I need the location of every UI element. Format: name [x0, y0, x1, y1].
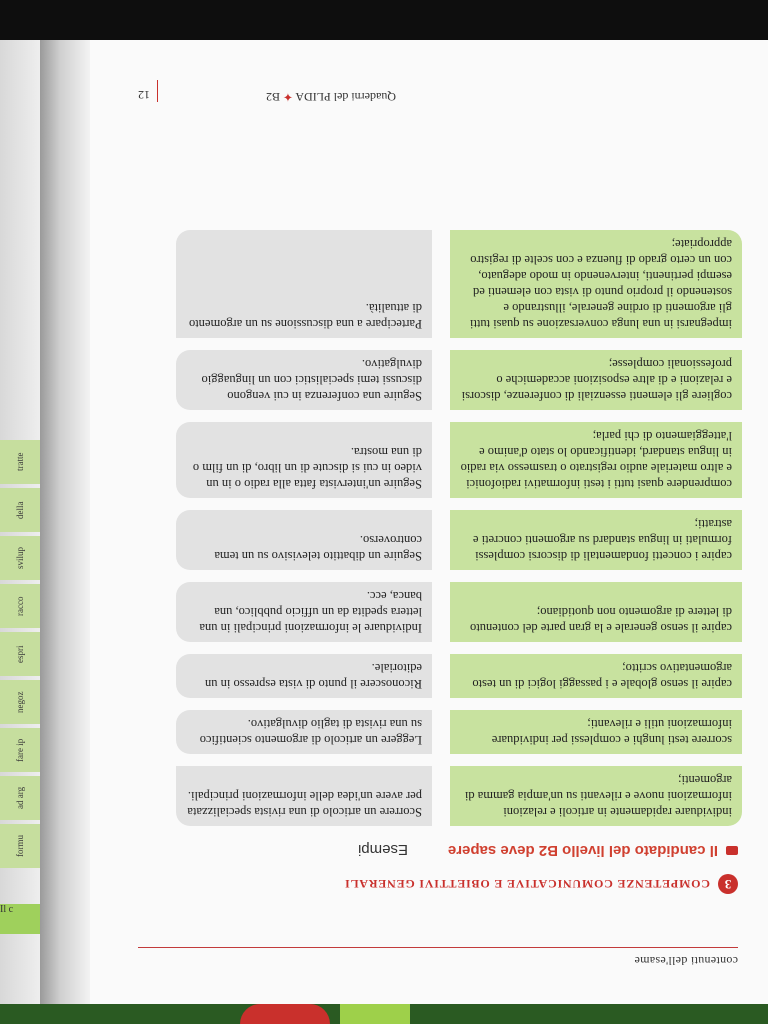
facing-page-tab [0, 488, 40, 532]
scan-bottom-border [0, 1004, 768, 1024]
goal-cell: capire il senso globale e i passaggi logici di un testo argomentativo scritto; [450, 654, 742, 698]
section-title: COMPETENZE COMUNICATIVE E OBIETTIVI GENERALI [344, 877, 710, 892]
bullet-square-icon [726, 846, 738, 855]
scan-top-border [0, 0, 768, 40]
book-gutter [40, 40, 90, 1004]
goal-cell: comprendere quasi tutti i testi informativi radiofonici e altro materiale audio registrato o trasmesso via radio in lingua standard, identificando lo stato d'animo e l'atteggiamento di chi parla; [450, 422, 742, 498]
cover-red-shape [240, 1004, 330, 1024]
table-row [176, 230, 742, 338]
example-cell: Partecipare a una discussione su un argomento di attualità. [176, 230, 432, 338]
example-cell: Individuare le informazioni principali in una lettera spedita da un ufficio pubblico, una banca, ecc. [176, 582, 432, 642]
footer-rule [157, 80, 158, 102]
goal-cell: capire il senso generale e la gran parte del contenuto di lettere di argomento non quotidiano; [450, 582, 742, 642]
facing-page-tab [0, 728, 40, 772]
facing-page-tab [0, 584, 40, 628]
section-number-badge: 3 [718, 874, 738, 894]
table-row [176, 654, 742, 698]
fragment: ad arg [15, 786, 25, 810]
example-cell: Seguire un'intervista fatta alla radio o in un video in cui si discute di un libro, di un film o di una mostra. [176, 422, 432, 498]
table-row [176, 710, 742, 754]
objectives-table [176, 218, 742, 826]
fragment: Il c [0, 904, 14, 915]
page-footer [138, 84, 738, 104]
running-head: contenuti dell'esame [634, 954, 738, 968]
goal-cell: capire i concetti fondamentali di discorsi complessi formulati in lingua standard su argomenti concreti e astratti; [450, 510, 742, 570]
page-number: 12 [138, 88, 150, 102]
fragment: racco [15, 596, 25, 616]
facing-page-tab [0, 680, 40, 724]
facing-page-tab [0, 824, 40, 868]
fragment: tratte [15, 452, 25, 472]
facing-page-tab [0, 536, 40, 580]
table-row [176, 766, 742, 826]
series-title [266, 89, 396, 104]
goal-cell: individuare rapidamente in articoli e relazioni informazioni nuove e rilevanti su un'ampia gamma di argomenti; [450, 766, 742, 826]
series-mark-icon: ✦ [282, 90, 294, 104]
table-row [176, 510, 742, 570]
facing-page-heading [0, 904, 40, 934]
facing-page-tab [0, 632, 40, 676]
table-row [176, 350, 742, 410]
table-row [176, 582, 742, 642]
example-cell: Riconoscere il punto di vista espresso in un editoriale. [176, 654, 432, 698]
goal-cell: impegnarsi in una lunga conversazione su quasi tutti gli argomenti di ordine generale, illustrando e sostenendo il proprio punto di vista con elementi ed esempi pertinenti, intervenendo in modo adeguato, con un certo grado di fluenza e con scelte di registro appropriate; [450, 230, 742, 338]
example-cell: Seguire un dibattito televisivo su un tema controverso. [176, 510, 432, 570]
fragment: formu [15, 835, 25, 857]
subsection-header [178, 837, 738, 859]
cover-green-shape [340, 1004, 410, 1024]
example-cell: Leggere un articolo di argomento scientifico su una rivista di taglio divulgativo. [176, 710, 432, 754]
examples-label: Esempi [357, 841, 408, 858]
facing-page-tab [0, 440, 40, 484]
series-name: Quaderni del PLIDA [296, 90, 396, 104]
fragment: negoz [15, 691, 25, 713]
facing-page-tab [0, 776, 40, 820]
subsection-title: Il candidato del livello B2 deve sapere [447, 842, 718, 859]
series-level: B2 [265, 90, 280, 104]
document-page [90, 40, 768, 1004]
table-row [176, 422, 742, 498]
example-cell: Seguire una conferenza in cui vengono discussi temi specialistici con un linguaggio divulgativo. [176, 350, 432, 410]
section-heading [344, 874, 738, 894]
facing-page-edge [0, 40, 40, 1004]
goal-cell: scorrere testi lunghi e complessi per individuare informazioni utili e rilevanti; [450, 710, 742, 754]
goal-cell: cogliere gli elementi essenziali di conferenze, discorsi e relazioni e di altre esposizioni accademiche o professionali complesse; [450, 350, 742, 410]
example-cell: Scorrere un articolo di una rivista specializzata per avere un'idea delle informazioni principali. [176, 766, 432, 826]
header-rule [138, 947, 738, 948]
fragment: svilup [15, 547, 25, 570]
fragment: della [15, 501, 25, 519]
fragment: espri [15, 645, 25, 663]
fragment: fare ip [15, 738, 25, 762]
